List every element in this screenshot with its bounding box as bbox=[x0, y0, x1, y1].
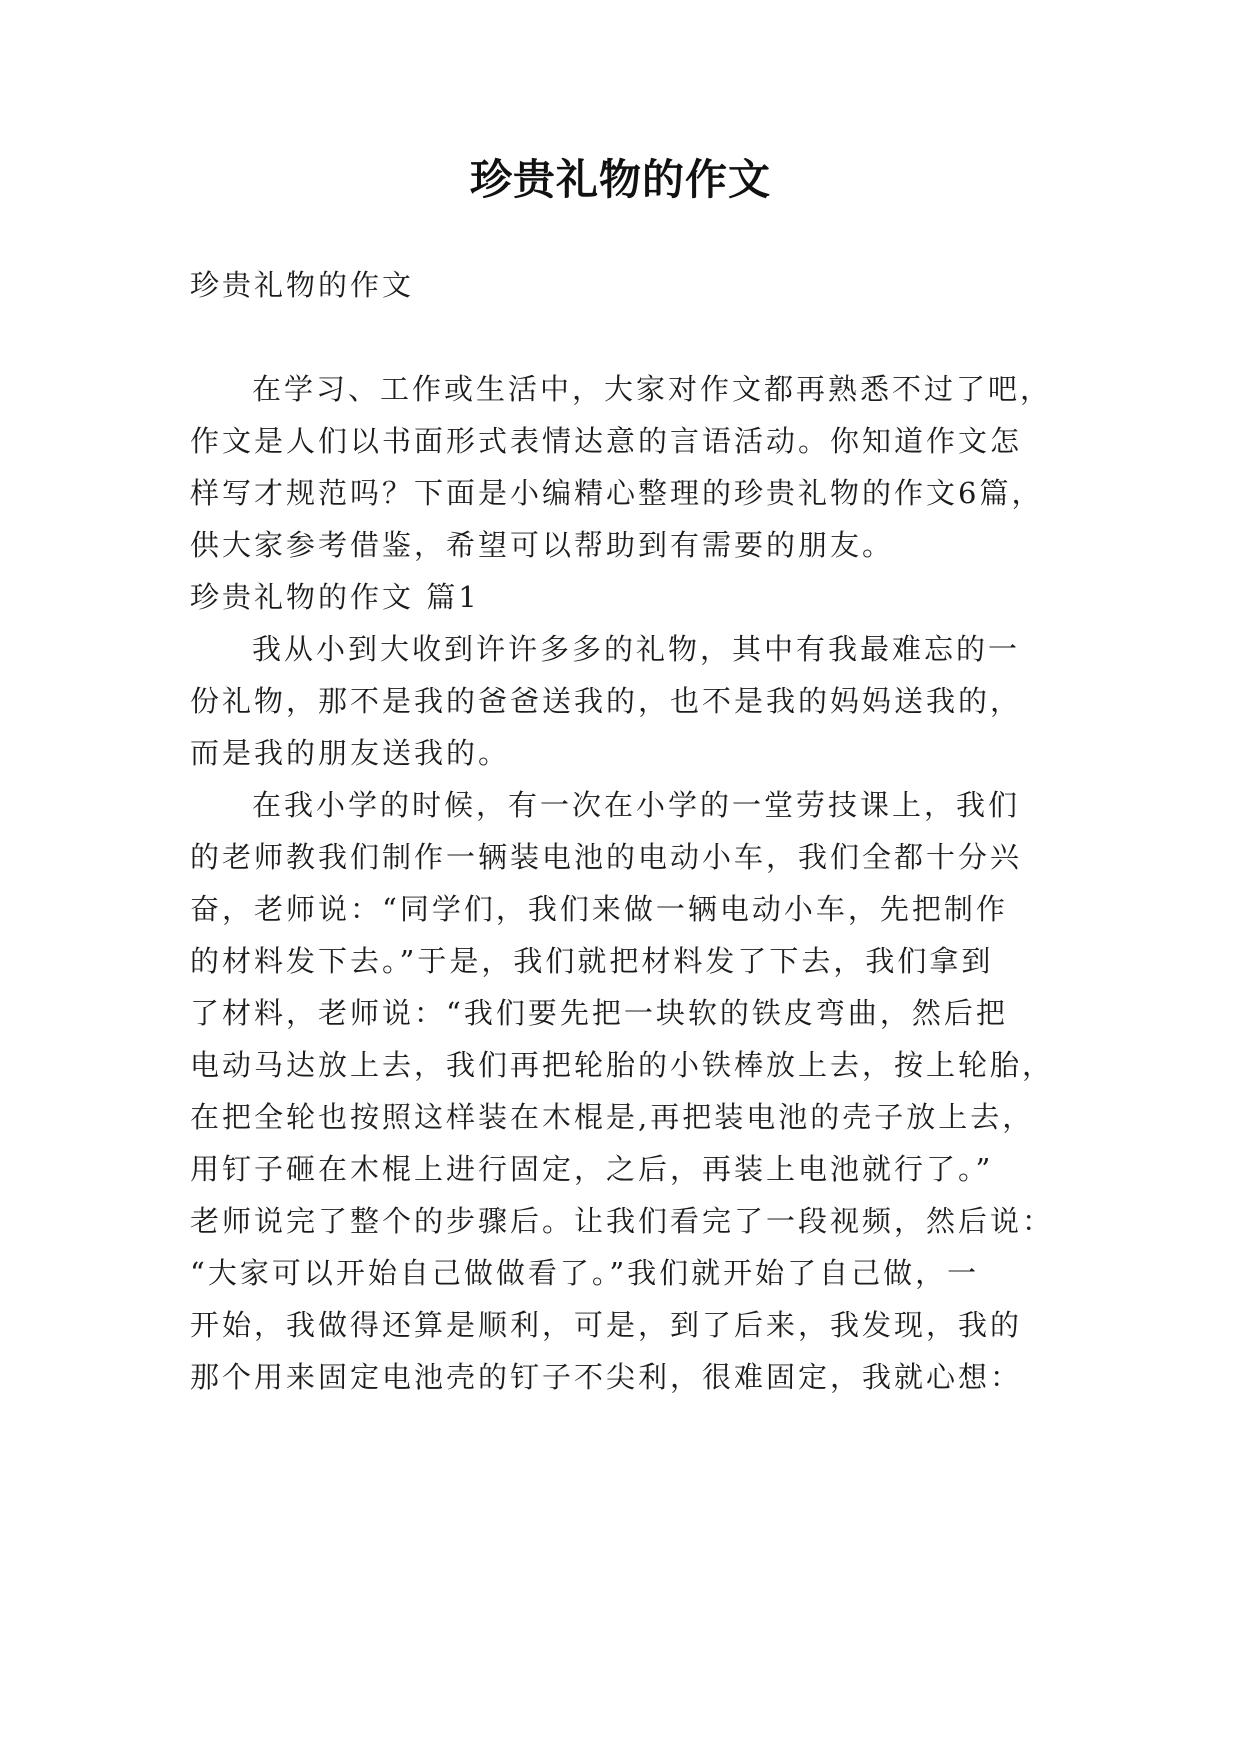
paragraph-line: 的老师教我们制作一辆装电池的电动小车，我们全都十分兴 bbox=[190, 840, 1023, 874]
paragraph-line: “大家可以开始自己做做看了。”我们就开始了自己做，一 bbox=[190, 1256, 980, 1290]
paragraph-line: 我从小到大收到许许多多的礼物，其中有我最难忘的一 bbox=[252, 632, 1021, 666]
paragraph-line: 样写才规范吗？下面是小编精心整理的珍贵礼物的作文6篇， bbox=[190, 476, 1044, 510]
section-heading: 珍贵礼物的作文 篇1 bbox=[190, 580, 480, 614]
paragraph-line: 老师说完了整个的步骤后。让我们看完了一段视频，然后说： bbox=[190, 1204, 1055, 1238]
paragraph-line: 在我小学的时候，有一次在小学的一堂劳技课上，我们 bbox=[252, 788, 1021, 822]
paragraph-line: 那个用来固定电池壳的钉子不尖利，很难固定，我就心想： bbox=[190, 1360, 1023, 1394]
paragraph-line: 开始，我做得还算是顺利，可是，到了后来，我发现，我的 bbox=[190, 1308, 1023, 1342]
paragraph-line: 了材料，老师说：“我们要先把一块软的铁皮弯曲，然后把 bbox=[190, 996, 1008, 1030]
paragraph-line: 电动马达放上去，我们再把轮胎的小铁棒放上去，按上轮胎， bbox=[190, 1048, 1055, 1082]
document-subtitle: 珍贵礼物的作文 bbox=[190, 268, 415, 302]
paragraph-line: 的材料发下去。”于是，我们就把材料发了下去，我们拿到 bbox=[190, 944, 994, 978]
paragraph-line: 作文是人们以书面形式表情达意的言语活动。你知道作文怎 bbox=[190, 424, 1023, 458]
paragraph-line: 在把全轮也按照这样装在木棍是,再把装电池的壳子放上去， bbox=[190, 1100, 1035, 1134]
document-title: 珍贵礼物的作文 bbox=[469, 155, 771, 204]
paragraph-line: 在学习、工作或生活中，大家对作文都再熟悉不过了吧， bbox=[252, 372, 1053, 406]
paragraph-line: 用钉子砸在木棍上进行固定，之后，再装上电池就行了。” bbox=[190, 1152, 994, 1186]
paragraph-line: 奋，老师说：“同学们，我们来做一辆电动小车，先把制作 bbox=[190, 892, 1008, 926]
paragraph-line: 供大家参考借鉴，希望可以帮助到有需要的朋友。 bbox=[190, 528, 895, 562]
paragraph-line: 而是我的朋友送我的。 bbox=[190, 736, 511, 770]
paragraph-line: 份礼物，那不是我的爸爸送我的，也不是我的妈妈送我的， bbox=[190, 684, 1023, 718]
